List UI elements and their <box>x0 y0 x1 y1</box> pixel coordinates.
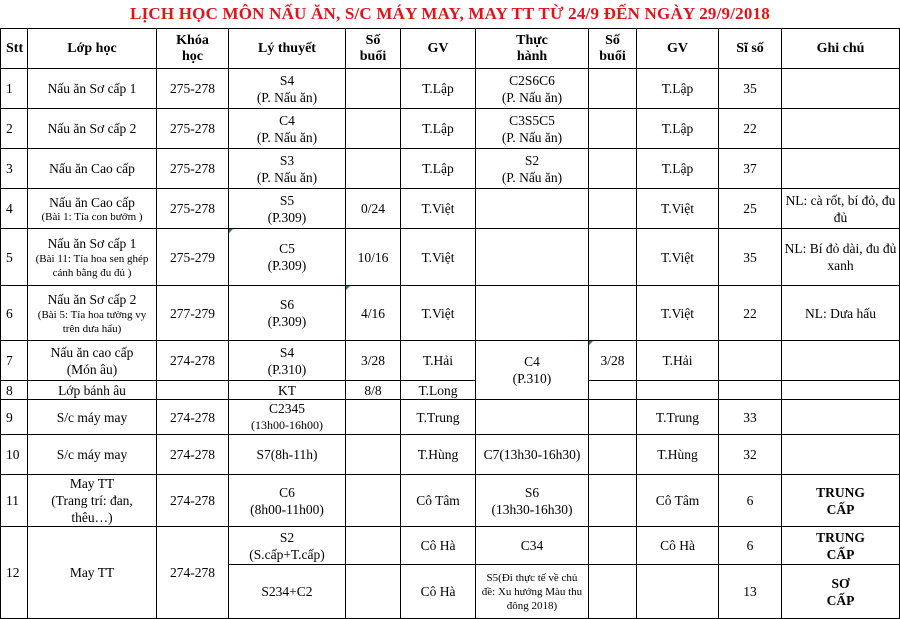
cell-khoa-hoc: 275-278 <box>157 69 229 109</box>
cell-ly-thuyet: S234+C2 <box>229 565 346 619</box>
page-title: LỊCH HỌC MÔN NẤU ĂN, S/C MÁY MAY, MAY TT TỪ 24/9 ĐẾN NGÀY 29/9/2018 <box>130 4 770 23</box>
cell-thuc-hanh <box>476 229 589 286</box>
cell-ghi-chu: TRUNG CẤP <box>782 475 900 527</box>
cell-gv-lt: T.Việt <box>401 286 476 341</box>
cell-si-so: 6 <box>719 527 782 565</box>
cell-gv-th: T.Trung <box>637 400 719 435</box>
cell-lop-hoc: Nấu ăn Cao cấp (Bài 1: Tỉa con bướm ) <box>28 189 157 229</box>
cell-so-buoi-th <box>589 109 637 149</box>
cell-lop-hoc: May TT <box>28 527 157 619</box>
cell-si-so: 13 <box>719 565 782 619</box>
cell-gv-lt: T.Lập <box>401 69 476 109</box>
cell-so-buoi-th <box>589 69 637 109</box>
header-so-buoi-lt: Số buổi <box>346 29 401 69</box>
cell-so-buoi-th <box>589 189 637 229</box>
table-row <box>1 109 900 149</box>
cell-so-buoi-lt: 8/8 <box>346 381 401 400</box>
cell-so-buoi-lt: 10/16 <box>346 229 401 286</box>
header-so-buoi-th: Số buổi <box>589 29 637 69</box>
cell-so-buoi-th <box>589 381 637 400</box>
cell-lop-hoc: Nấu ăn cao cấp (Món âu) <box>28 341 157 381</box>
cell-ly-thuyet: S4 (P. Nấu ăn) <box>229 69 346 109</box>
cell-khoa-hoc: 274-278 <box>157 527 229 619</box>
cell-ly-thuyet: S5 (P.309) <box>229 189 346 229</box>
cell-gv-th <box>637 381 719 400</box>
header-gv-th: GV <box>637 29 719 69</box>
cell-gv-th: T.Hùng <box>637 435 719 475</box>
cell-stt: 2 <box>1 109 28 149</box>
cell-ghi-chu: NL: Dưa hấu <box>782 286 900 341</box>
cell-gv-lt: T.Long <box>401 381 476 400</box>
cell-lop-hoc: Nấu ăn Cao cấp <box>28 149 157 189</box>
cell-gv-th: T.Việt <box>637 286 719 341</box>
cell-gv-th: T.Việt <box>637 229 719 286</box>
cell-si-so: 22 <box>719 109 782 149</box>
cell-thuc-hanh <box>476 400 589 435</box>
header-thuc-hanh: Thực hành <box>476 29 589 69</box>
cell-gv-lt: T.Hùng <box>401 435 476 475</box>
cell-gv-th: T.Việt <box>637 189 719 229</box>
cell-so-buoi-th <box>589 149 637 189</box>
cell-so-buoi-th <box>589 475 637 527</box>
cell-si-so: 22 <box>719 286 782 341</box>
cell-thuc-hanh: C2S6C6 (P. Nấu ăn) <box>476 69 589 109</box>
cell-stt: 10 <box>1 435 28 475</box>
header-row <box>1 29 900 69</box>
cell-ly-thuyet: C2345 (13h00-16h00) <box>229 400 346 435</box>
cell-si-so: 33 <box>719 400 782 435</box>
cell-khoa-hoc: 275-278 <box>157 109 229 149</box>
table-row <box>1 229 900 286</box>
cell-gv-lt: Cô Hà <box>401 565 476 619</box>
cell-khoa-hoc: 277-279 <box>157 286 229 341</box>
cell-thuc-hanh: C4 (P.310) <box>476 341 589 400</box>
cell-so-buoi-th <box>589 527 637 565</box>
cell-ghi-chu: NL: Bí đỏ dài, đu đủ xanh <box>782 229 900 286</box>
cell-khoa-hoc: 274-278 <box>157 341 229 381</box>
cell-stt: 11 <box>1 475 28 527</box>
cell-so-buoi-th <box>589 286 637 341</box>
cell-so-buoi-th <box>589 565 637 619</box>
header-gv-lt: GV <box>401 29 476 69</box>
cell-thuc-hanh: S5(Đi thực tế về chủ đề: Xu hướng Màu thu đông 2018) <box>476 565 589 619</box>
cell-ly-thuyet: C5 (P.309) <box>229 229 346 286</box>
cell-ghi-chu: NL: cà rốt, bí đỏ, đu đủ <box>782 189 900 229</box>
table-row <box>1 341 900 381</box>
cell-thuc-hanh: C34 <box>476 527 589 565</box>
cell-si-so: 35 <box>719 69 782 109</box>
cell-stt: 1 <box>1 69 28 109</box>
header-khoa-hoc: Khóa học <box>157 29 229 69</box>
cell-gv-th: T.Hải <box>637 341 719 381</box>
cell-so-buoi-th <box>589 435 637 475</box>
cell-khoa-hoc <box>157 381 229 400</box>
cell-thuc-hanh: C3S5C5 (P. Nấu ăn) <box>476 109 589 149</box>
cell-gv-lt: T.Lập <box>401 149 476 189</box>
cell-so-buoi-lt: 3/28 <box>346 341 401 381</box>
table-row <box>1 475 900 527</box>
cell-gv-th: T.Lập <box>637 69 719 109</box>
header-stt: Stt <box>1 29 28 69</box>
cell-khoa-hoc: 275-278 <box>157 189 229 229</box>
table-row <box>1 149 900 189</box>
cell-stt: 7 <box>1 341 28 381</box>
cell-gv-lt: T.Việt <box>401 229 476 286</box>
cell-ly-thuyet: C4 (P. Nấu ăn) <box>229 109 346 149</box>
cell-gv-th: T.Lập <box>637 109 719 149</box>
cell-si-so: 35 <box>719 229 782 286</box>
cell-gv-th <box>637 565 719 619</box>
cell-si-so: 25 <box>719 189 782 229</box>
cell-khoa-hoc: 274-278 <box>157 400 229 435</box>
cell-ly-thuyet: S4 (P.310) <box>229 341 346 381</box>
cell-ly-thuyet: S2 (S.cấp+T.cấp) <box>229 527 346 565</box>
cell-si-so <box>719 381 782 400</box>
cell-stt: 12 <box>1 527 28 619</box>
cell-so-buoi-th: 3/28 <box>589 341 637 381</box>
table-row <box>1 189 900 229</box>
cell-si-so <box>719 341 782 381</box>
cell-gv-lt: T.Trung <box>401 400 476 435</box>
cell-lop-hoc: Nấu ăn Sơ cấp 2 <box>28 109 157 149</box>
cell-lop-hoc: S/c máy may <box>28 435 157 475</box>
cell-si-so: 6 <box>719 475 782 527</box>
cell-ly-thuyet: KT <box>229 381 346 400</box>
table-row <box>1 286 900 341</box>
cell-gv-lt: T.Lập <box>401 109 476 149</box>
cell-so-buoi-lt <box>346 400 401 435</box>
cell-gv-lt: T.Hải <box>401 341 476 381</box>
table-row <box>1 527 900 565</box>
cell-khoa-hoc: 275-278 <box>157 149 229 189</box>
cell-ghi-chu <box>782 341 900 381</box>
cell-si-so: 37 <box>719 149 782 189</box>
schedule-table <box>0 28 900 619</box>
cell-so-buoi-lt <box>346 149 401 189</box>
cell-ghi-chu <box>782 149 900 189</box>
cell-so-buoi-th <box>589 400 637 435</box>
cell-thuc-hanh: C7(13h30-16h30) <box>476 435 589 475</box>
cell-ghi-chu: TRUNG CẤP <box>782 527 900 565</box>
header-ly-thuyet: Lý thuyết <box>229 29 346 69</box>
cell-so-buoi-th <box>589 229 637 286</box>
table-row <box>1 435 900 475</box>
cell-stt: 3 <box>1 149 28 189</box>
cell-lop-hoc: Lớp bánh âu <box>28 381 157 400</box>
cell-gv-th: Cô Tâm <box>637 475 719 527</box>
table-row <box>1 69 900 109</box>
table-row <box>1 381 900 400</box>
cell-so-buoi-lt: 4/16 <box>346 286 401 341</box>
cell-gv-th: T.Lập <box>637 149 719 189</box>
cell-so-buoi-lt <box>346 475 401 527</box>
cell-khoa-hoc: 275-279 <box>157 229 229 286</box>
cell-so-buoi-lt <box>346 435 401 475</box>
cell-stt: 5 <box>1 229 28 286</box>
cell-ly-thuyet: S3 (P. Nấu ăn) <box>229 149 346 189</box>
cell-ghi-chu <box>782 69 900 109</box>
cell-ghi-chu <box>782 109 900 149</box>
cell-stt: 8 <box>1 381 28 400</box>
cell-gv-lt: Cô Hà <box>401 527 476 565</box>
header-lop-hoc: Lớp học <box>28 29 157 69</box>
cell-ly-thuyet: S7(8h-11h) <box>229 435 346 475</box>
cell-gv-lt: Cô Tâm <box>401 475 476 527</box>
cell-stt: 9 <box>1 400 28 435</box>
table-row <box>1 400 900 435</box>
cell-lop-hoc: S/c máy may <box>28 400 157 435</box>
cell-ghi-chu <box>782 400 900 435</box>
cell-khoa-hoc: 274-278 <box>157 435 229 475</box>
cell-lop-hoc: May TT (Trang trí: đan, thêu…) <box>28 475 157 527</box>
cell-so-buoi-lt: 0/24 <box>346 189 401 229</box>
cell-ly-thuyet: C6 (8h00-11h00) <box>229 475 346 527</box>
header-ghi-chu: Ghi chú <box>782 29 900 69</box>
cell-lop-hoc: Nấu ăn Sơ cấp 1 (Bài 11: Tỉa hoa sen ghép cánh bằng đu đủ ) <box>28 229 157 286</box>
cell-khoa-hoc: 274-278 <box>157 475 229 527</box>
cell-thuc-hanh <box>476 189 589 229</box>
cell-gv-th: Cô Hà <box>637 527 719 565</box>
cell-si-so: 32 <box>719 435 782 475</box>
cell-so-buoi-lt <box>346 527 401 565</box>
cell-so-buoi-lt <box>346 109 401 149</box>
cell-ghi-chu <box>782 381 900 400</box>
header-si-so: Sĩ số <box>719 29 782 69</box>
cell-thuc-hanh: S2 (P. Nấu ăn) <box>476 149 589 189</box>
cell-thuc-hanh: S6 (13h30-16h30) <box>476 475 589 527</box>
cell-thuc-hanh <box>476 286 589 341</box>
cell-stt: 4 <box>1 189 28 229</box>
cell-so-buoi-lt <box>346 565 401 619</box>
cell-ly-thuyet: S6 (P.309) <box>229 286 346 341</box>
cell-ghi-chu <box>782 435 900 475</box>
cell-stt: 6 <box>1 286 28 341</box>
cell-lop-hoc: Nấu ăn Sơ cấp 1 <box>28 69 157 109</box>
cell-lop-hoc: Nấu ăn Sơ cấp 2 (Bài 5: Tỉa hoa tường vy trên dưa hấu) <box>28 286 157 341</box>
cell-ghi-chu: SƠ CẤP <box>782 565 900 619</box>
cell-gv-lt: T.Việt <box>401 189 476 229</box>
cell-so-buoi-lt <box>346 69 401 109</box>
